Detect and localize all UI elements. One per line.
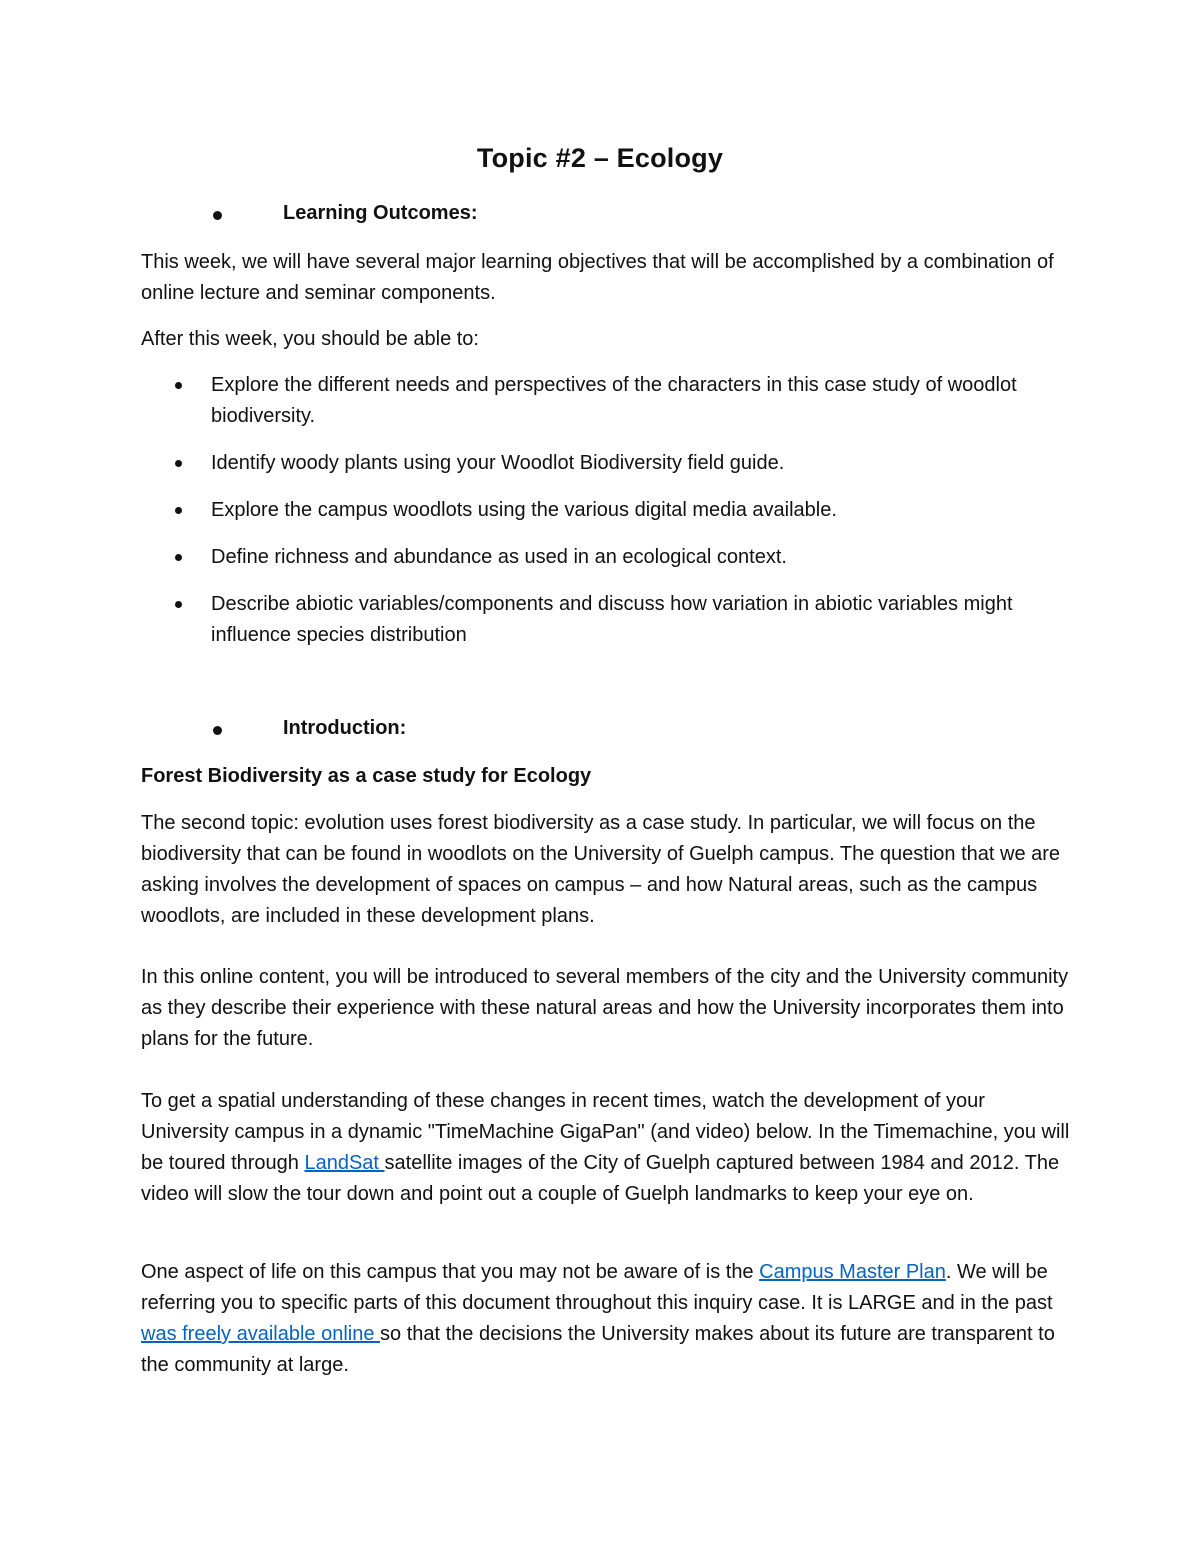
list-item-text: Define richness and abundance as used in an ecological context.: [211, 546, 787, 568]
list-item-text: Describe abiotic variables/components and discuss how variation in abiotic variables might influence species distribution: [211, 593, 1013, 646]
introduction-paragraph-4: [141, 1257, 1071, 1381]
list-item: [141, 589, 1041, 651]
campus-master-plan-link[interactable]: Campus Master Plan: [759, 1261, 946, 1283]
bullet-icon: [213, 211, 222, 220]
bullet-icon: [175, 382, 182, 389]
list-item: [141, 495, 1041, 526]
learning-outcomes-heading: [213, 202, 477, 225]
introduction-paragraph-2: In this online content, you will be introduced to several members of the city and the University community as they describe their experience with these natural areas and how the University incorporates them into plans for the future.: [141, 966, 1069, 1050]
page-title: Topic #2 – Ecology: [476, 143, 724, 173]
list-item: [141, 448, 1041, 479]
introduction-label: Introduction:: [283, 717, 407, 739]
list-item: [141, 542, 1041, 573]
list-item-text: Explore the campus woodlots using the various digital media available.: [211, 499, 837, 521]
bullet-icon: [175, 507, 182, 514]
paragraph-text: satellite images of the City of Guelph captured between 1984 and 2012. The video will slow the tour down and point out a couple of Guelph landmarks to keep your eye on.: [141, 1152, 1060, 1205]
list-item-text: Identify woody plants using your Woodlot Biodiversity field guide.: [211, 452, 785, 474]
introduction-subheading: Forest Biodiversity as a case study for Ecology: [141, 765, 592, 787]
paragraph-text: so that the decisions the University makes about its future are transparent to the community at large.: [141, 1323, 1055, 1376]
learning-outcomes-lead: After this week, you should be able to:: [141, 328, 479, 350]
bullet-icon: [175, 554, 182, 561]
introduction-paragraph-3: [141, 1086, 1071, 1210]
learning-outcomes-list: [141, 370, 1041, 667]
freely-available-online-link[interactable]: was freely available online: [141, 1323, 381, 1345]
paragraph-text: . We will be referring you to specific parts of this document throughout this inquiry case. It is LARGE and in the past: [141, 1261, 1053, 1314]
bullet-icon: [175, 601, 182, 608]
bullet-icon: [175, 460, 182, 467]
list-item: [141, 370, 1041, 432]
paragraph-text: To get a spatial understanding of these changes in recent times, watch the development of your University campus in a dynamic "TimeMachine GigaPan" (and video) below. In the Timemachine, you will be toured through: [141, 1090, 1070, 1174]
learning-outcomes-label: Learning Outcomes:: [283, 202, 478, 224]
learning-outcomes-intro: This week, we will have several major learning objectives that will be accomplished by a combination of online lecture and seminar components.: [141, 251, 1054, 304]
introduction-heading: [213, 717, 406, 740]
landsat-link[interactable]: LandSat: [304, 1152, 385, 1174]
introduction-paragraph-1: The second topic: evolution uses forest biodiversity as a case study. In particular, we will focus on the biodiversity that can be found in woodlots on the University of Guelph campus. The question that we are asking involves the development of spaces on campus – and how Natural areas, such as the campus woodlots, are included in these development plans.: [141, 812, 1061, 927]
list-item-text: Explore the different needs and perspectives of the characters in this case study of woodlot biodiversity.: [211, 374, 1017, 427]
bullet-icon: [213, 726, 222, 735]
paragraph-text: One aspect of life on this campus that you may not be aware of is the: [141, 1261, 760, 1283]
